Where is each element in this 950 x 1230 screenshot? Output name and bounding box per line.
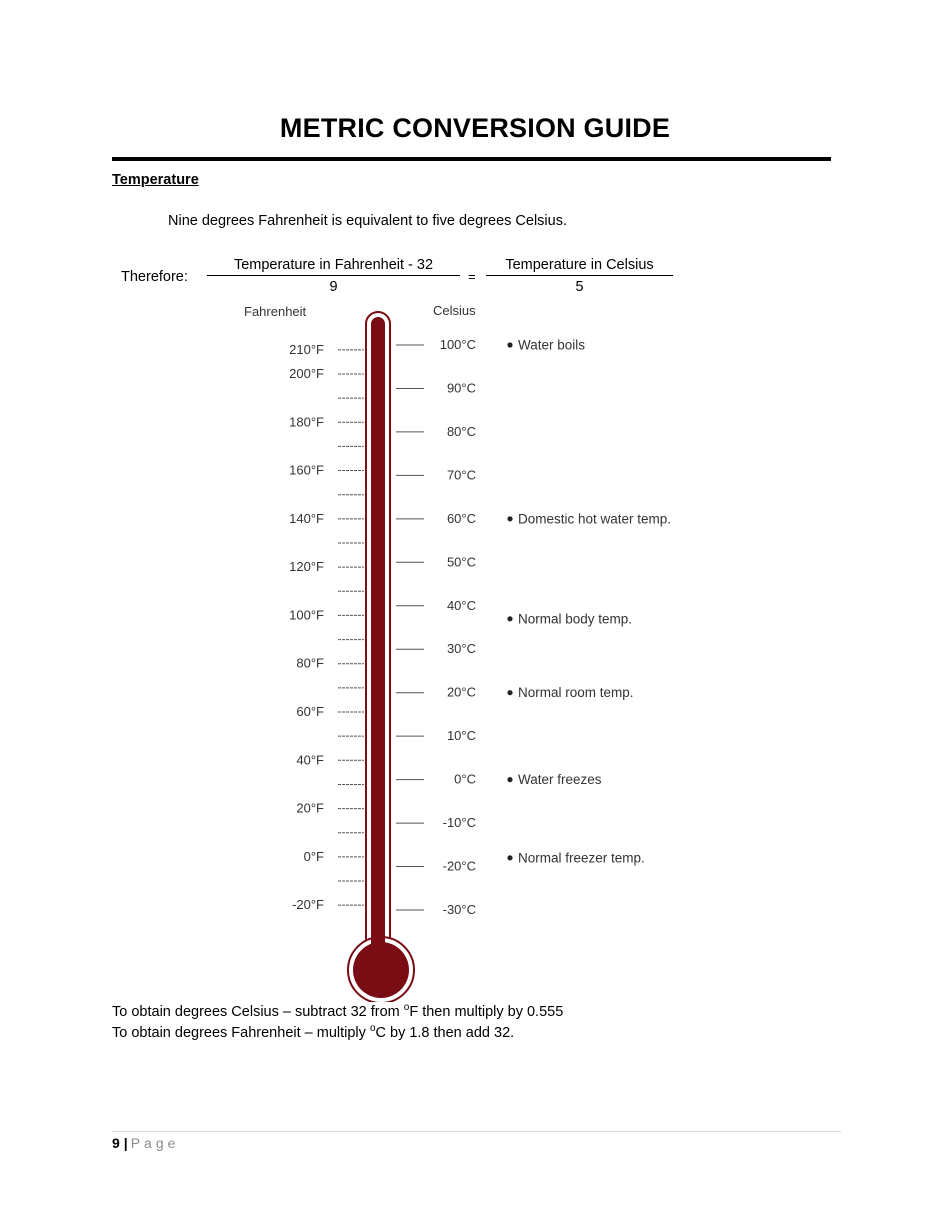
celsius-label: 40°C	[446, 597, 476, 613]
fahrenheit-denominator: 9	[329, 279, 338, 295]
fahrenheit-label: 180°F	[289, 414, 324, 430]
fahrenheit-label: -20°F	[292, 897, 324, 913]
celsius-fraction	[486, 257, 673, 295]
thermometer-bulb	[353, 942, 409, 998]
celsius-label: 30°C	[446, 641, 476, 657]
degree-superscript: o	[403, 1002, 410, 1014]
equals-sign: =	[468, 269, 476, 284]
fahrenheit-label: 0°F	[303, 848, 324, 864]
thermometer-fluid-column	[371, 317, 385, 957]
footer-separator: |	[123, 1135, 128, 1151]
annotation-label: Normal room temp.	[518, 685, 634, 701]
annotation-bullet	[507, 777, 512, 782]
degree-superscript: o	[369, 1023, 376, 1035]
celsius-label: 100°C	[439, 337, 476, 352]
celsius-note-before: To obtain degrees Celsius – subtract 32 from	[112, 1004, 404, 1020]
formula-lead: Therefore:	[121, 269, 188, 285]
celsius-label: -10°C	[442, 815, 476, 831]
celsius-label: -30°C	[442, 902, 476, 917]
celsius-conversion-note	[112, 1004, 563, 1020]
fahrenheit-label: 210°F	[289, 341, 324, 357]
fahrenheit-numerator: Temperature in Fahrenheit - 32	[233, 257, 434, 273]
annotation-bullet	[507, 616, 512, 621]
celsius-label: 80°C	[446, 423, 476, 439]
page-title: METRIC CONVERSION GUIDE	[279, 113, 671, 143]
page-number: 9	[112, 1135, 120, 1151]
annotation-label: Water boils	[518, 337, 586, 353]
celsius-denominator: 5	[575, 279, 584, 295]
fahrenheit-label: 60°F	[296, 704, 324, 720]
fahrenheit-label: 80°F	[296, 655, 324, 671]
thermometer-figure	[238, 300, 708, 1002]
celsius-label: 50°C	[446, 554, 476, 570]
page-footer	[112, 1135, 179, 1151]
celsius-numerator: Temperature in Celsius	[505, 257, 654, 273]
fahrenheit-label: 200°F	[289, 365, 324, 381]
annotation-bullet	[507, 342, 512, 347]
fahrenheit-conversion-note	[112, 1025, 514, 1041]
title-divider	[112, 157, 831, 161]
annotation-label: Normal freezer temp.	[518, 850, 645, 866]
annotation-label: Water freezes	[518, 772, 602, 788]
celsius-label: -20°C	[442, 858, 476, 874]
fahrenheit-label: 100°F	[289, 607, 324, 623]
annotation-bullet	[507, 690, 512, 695]
fahrenheit-label: 40°F	[296, 752, 324, 768]
celsius-header: Celsius	[433, 303, 476, 318]
fahrenheit-label: 120°F	[289, 559, 324, 575]
annotation-bullet	[507, 516, 512, 521]
celsius-label: 70°C	[446, 467, 476, 483]
fahrenheit-label: 140°F	[289, 510, 324, 526]
fahrenheit-note-after: C by 1.8 then add 32.	[375, 1025, 515, 1041]
page-word: Page	[130, 1135, 180, 1151]
section-heading: Temperature	[112, 172, 199, 188]
fahrenheit-header: Fahrenheit	[244, 304, 307, 319]
fahrenheit-fraction	[207, 257, 460, 295]
annotation-label: Domestic hot water temp.	[518, 511, 672, 527]
intro-text: Nine degrees Fahrenheit is equivalent to five degrees Celsius.	[168, 213, 567, 229]
fahrenheit-label: 160°F	[289, 462, 324, 478]
annotation-label: Normal body temp.	[518, 611, 633, 627]
celsius-label: 10°C	[446, 728, 476, 744]
celsius-note-after: F then multiply by 0.555	[409, 1004, 564, 1020]
annotation-bullet	[507, 855, 512, 860]
fahrenheit-label: 20°F	[296, 800, 324, 816]
celsius-label: 20°C	[446, 684, 476, 700]
fahrenheit-note-before: To obtain degrees Fahrenheit – multiply	[112, 1025, 370, 1041]
celsius-label: 0°C	[454, 771, 476, 787]
celsius-label: 90°C	[446, 380, 476, 396]
celsius-label: 60°C	[446, 510, 476, 526]
footer-divider	[112, 1131, 841, 1132]
